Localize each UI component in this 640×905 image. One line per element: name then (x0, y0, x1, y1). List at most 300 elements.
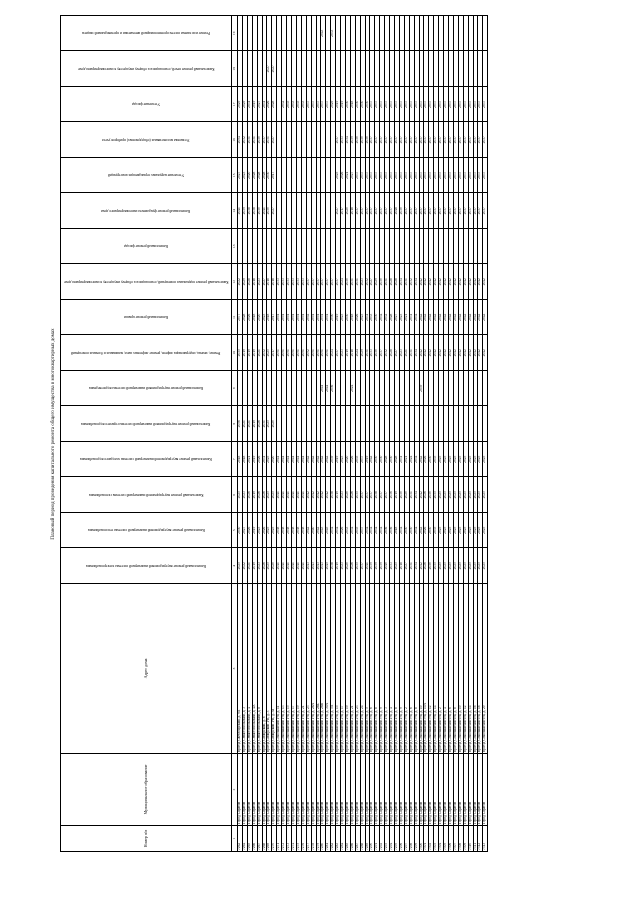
address: проезд Сокольничий 1-й, д. 30А (326, 584, 331, 754)
year-cell: 2037 (453, 193, 458, 229)
year-cell: 2041 (296, 442, 301, 478)
address: проезд Сибирский 1-й, д. 3а (272, 584, 277, 754)
year-cell: 2051 (321, 300, 326, 336)
year-cell: 2034 (370, 513, 375, 549)
year-cell: 2042 (444, 335, 449, 371)
year-cell: 2018 (267, 264, 272, 300)
year-cell: 2026 (262, 513, 267, 549)
year-cell: 2037 (409, 193, 414, 229)
year-cell: 2019 (341, 87, 346, 123)
municipality: Город Саратов (296, 754, 301, 826)
year-cell: 2037 (419, 87, 424, 123)
year-cell: 2037 (468, 193, 473, 229)
year-cell: 2037 (448, 193, 453, 229)
year-cell: 2025 (439, 513, 444, 549)
address: проезд Сокольничий 5-й, д. 14 (434, 584, 439, 754)
column-number: 11 (232, 300, 238, 336)
year-cell: 2017 (341, 193, 346, 229)
year-cell: 2027 (272, 51, 277, 87)
year-cell: 2043 (306, 548, 311, 584)
year-cell: 2042 (326, 442, 331, 478)
year-cell: 2028 (242, 300, 247, 336)
header-col-18: Капитальный ремонт печей, относящихся к общему имуществу в многоквартирном доме (61, 51, 232, 87)
address: проезд Сокольничий 5-й, д. 8 (414, 584, 419, 754)
year-cell: 2037 (424, 193, 429, 229)
year-cell: 2034 (399, 264, 404, 300)
year-cell: 2037 (360, 548, 365, 584)
year-cell: 2019 (345, 335, 350, 371)
year-cell: 2037 (453, 122, 458, 158)
year-cell: 2026 (350, 477, 355, 513)
year-cell: 2040 (311, 513, 316, 549)
year-cell: 2017 (272, 158, 277, 194)
year-cell: 2030 (404, 513, 409, 549)
year-cell: 2035 (355, 513, 360, 549)
year-cell: 2051 (316, 335, 321, 371)
municipality: Город Саратов (439, 754, 444, 826)
year-cell: 2031 (409, 477, 414, 513)
address: проезд Сокольничий 2-й, д. 17 (341, 584, 346, 754)
column-number: 12 (232, 264, 238, 300)
year-cell: 2019 (242, 335, 247, 371)
year-cell: 2031 (399, 442, 404, 478)
year-cell: 2037 (380, 87, 385, 123)
year-cell: 2037 (483, 87, 488, 123)
year-cell: 2042 (434, 300, 439, 336)
column-number: 15 (232, 158, 238, 194)
year-cell: 2042 (483, 264, 488, 300)
year-cell: 2037 (424, 87, 429, 123)
municipality: Город Саратов (321, 754, 326, 826)
year-cell: 2051 (282, 300, 287, 336)
municipality: Город Саратов (448, 754, 453, 826)
year-cell: 2038 (296, 513, 301, 549)
year-cell: 2037 (429, 193, 434, 229)
year-cell: 2033 (370, 335, 375, 371)
municipality: Город Саратов (463, 754, 468, 826)
municipality: Город Саратов (277, 754, 282, 826)
year-cell: 2025 (463, 513, 468, 549)
year-cell: 2037 (439, 87, 444, 123)
year-cell: 2025 (267, 406, 272, 442)
column-number: 13 (232, 229, 238, 265)
year-cell: 2021 (257, 335, 262, 371)
year-cell: 2029 (242, 87, 247, 123)
year-cell: 2034 (414, 513, 419, 549)
year-cell: 2042 (439, 264, 444, 300)
year-cell: 2042 (483, 335, 488, 371)
year-cell: 2037 (360, 442, 365, 478)
year-cell: 2042 (444, 300, 449, 336)
municipality: Город Саратов (247, 754, 252, 826)
year-cell: 2026 (350, 442, 355, 478)
address: проезд Сокольничий 3-й, д. 6 (370, 584, 375, 754)
year-cell: 2025 (453, 442, 458, 478)
year-cell: 2037 (311, 87, 316, 123)
year-cell: 2023 (257, 513, 262, 549)
address: проезд Сокольничий 1-й, д. 28В (321, 584, 326, 754)
year-cell: 2042 (458, 264, 463, 300)
year-cell: 2037 (360, 158, 365, 194)
year-cell: 2030 (345, 87, 350, 123)
year-cell: 2037 (336, 122, 341, 158)
year-cell: 2037 (306, 264, 311, 300)
header-municipality: Муниципальное образование (61, 754, 232, 826)
row-number: 7279 (316, 826, 321, 852)
year-cell (483, 371, 488, 407)
year-cell: 2051 (291, 335, 296, 371)
year-cell: 2037 (439, 122, 444, 158)
year-cell: 2034 (331, 513, 336, 549)
year-cell: 2023 (341, 548, 346, 584)
municipality: Город Саратов (429, 754, 434, 826)
year-cell: 2051 (291, 300, 296, 336)
year-cell: 2028 (262, 158, 267, 194)
year-cell: 2030 (360, 87, 365, 123)
year-cell: 2038 (287, 513, 292, 549)
year-cell: 2042 (453, 335, 458, 371)
year-cell: 2037 (444, 158, 449, 194)
year-cell: 2037 (355, 158, 360, 194)
year-cell: 2042 (473, 335, 478, 371)
year-cell: 2030 (375, 335, 380, 371)
year-cell: 2021 (404, 300, 409, 336)
year-cell: 2037 (380, 158, 385, 194)
address: проезд Севастопольский, д. 3 (242, 584, 247, 754)
year-cell: 2026 (247, 477, 252, 513)
year-cell: 2034 (345, 122, 350, 158)
year-cell: 2030 (429, 477, 434, 513)
year-cell: 2033 (282, 264, 287, 300)
year-cell: 2041 (291, 548, 296, 584)
year-cell: 2030 (375, 300, 380, 336)
address: проезд Сокольничий 1-й, д. 28Б (316, 584, 321, 754)
year-cell: 2042 (439, 300, 444, 336)
row-number: 7266 (252, 826, 257, 852)
year-cell: 2028 (390, 264, 395, 300)
year-cell: 2030 (365, 122, 370, 158)
year-cell: 2025 (458, 442, 463, 478)
address: проезд Сокольничий 5-й, д. 6 (409, 584, 414, 754)
year-cell: 2051 (296, 300, 301, 336)
year-cell: 2023 (257, 548, 262, 584)
year-cell: 2027 (257, 87, 262, 123)
year-cell: 2037 (321, 264, 326, 300)
year-cell: 2033 (341, 122, 346, 158)
year-cell: 2042 (448, 300, 453, 336)
year-cell: 2032 (282, 87, 287, 123)
row-number: 7296 (399, 826, 404, 852)
year-cell: 2042 (419, 513, 424, 549)
header-col-5: Капитальный ремонт внутридомовой инженерной системы теплоснабжения (61, 513, 232, 549)
address: проезд Сибирский 1-й, д. 3 (267, 584, 272, 754)
year-cell: 2019 (252, 548, 257, 584)
year-cell: 2034 (350, 513, 355, 549)
municipality: Город Саратов (301, 754, 306, 826)
year-cell: 2023 (341, 300, 346, 336)
year-cell: 2034 (414, 264, 419, 300)
year-cell: 2033 (277, 264, 282, 300)
municipality: Город Саратов (282, 754, 287, 826)
address: проезд Сокольничий 6-й, д. 2 (439, 584, 444, 754)
header-col-17: Утепление фасада (61, 87, 232, 123)
address: проезд Сокольничий 6-й, д. 20 (483, 584, 488, 754)
year-cell: 2029 (238, 87, 243, 123)
year-cell: 2036 (390, 477, 395, 513)
year-cell: 2034 (414, 335, 419, 371)
municipality: Город Саратов (238, 754, 243, 826)
year-cell: 2037 (414, 193, 419, 229)
year-cell: 2042 (473, 264, 478, 300)
address: проезд Сокольничий 1-й, д. 19 (296, 584, 301, 754)
address: проезд Сокольничий 2-й, д. 5А (331, 584, 336, 754)
row-number: 7271 (277, 826, 282, 852)
year-cell: 2042 (458, 300, 463, 336)
year-cell: 2025 (468, 548, 473, 584)
row-number: 7293 (385, 826, 390, 852)
year-cell: 2037 (468, 87, 473, 123)
year-cell: 2025 (444, 548, 449, 584)
year-cell: 2020 (272, 548, 277, 584)
row-number: 7281 (326, 826, 331, 852)
year-cell: 2034 (375, 513, 380, 549)
year-cell: 2037 (370, 122, 375, 158)
year-cell: 2041 (301, 477, 306, 513)
year-cell: 2043 (321, 548, 326, 584)
year-cell: 2042 (458, 335, 463, 371)
year-cell: 2035 (434, 442, 439, 478)
year-cell: 2018 (252, 300, 257, 336)
year-cell: 2033 (301, 264, 306, 300)
municipality: Город Саратов (434, 754, 439, 826)
year-cell: 2026 (355, 300, 360, 336)
year-cell: 2041 (291, 442, 296, 478)
year-cell: 2018 (395, 513, 400, 549)
year-cell: 2018 (350, 300, 355, 336)
header-col-8: Капитальный ремонт внутридомовой инженерной системы горячего водоснабжения (61, 406, 232, 442)
column-number: 16 (232, 122, 238, 158)
year-cell: 2037 (360, 193, 365, 229)
year-cell: 2020 (247, 158, 252, 194)
year-cell: 2037 (478, 158, 483, 194)
year-cell: 2037 (444, 193, 449, 229)
year-cell: 2026 (424, 548, 429, 584)
year-cell: 2025 (483, 513, 488, 549)
row-number: 7287 (355, 826, 360, 852)
year-cell: 2025 (473, 513, 478, 549)
year-cell: 2042 (444, 264, 449, 300)
year-cell: 2037 (434, 122, 439, 158)
year-cell: 2025 (473, 548, 478, 584)
year-cell: 2037 (395, 87, 400, 123)
row-number: 7304 (439, 826, 444, 852)
year-cell: 2021 (404, 442, 409, 478)
row-number: 7265 (247, 826, 252, 852)
year-cell: 2041 (262, 193, 267, 229)
year-cell: 2042 (429, 335, 434, 371)
row-number: 7264 (242, 826, 247, 852)
municipality: Город Саратов (483, 754, 488, 826)
year-cell: 2031 (365, 300, 370, 336)
year-cell: 2042 (463, 264, 468, 300)
row-number: 7282 (331, 826, 336, 852)
year-cell: 2031 (262, 406, 267, 442)
year-cell: 2037 (404, 122, 409, 158)
municipality: Город Саратов (424, 754, 429, 826)
year-cell: 2043 (316, 548, 321, 584)
year-cell: 2042 (468, 300, 473, 336)
year-cell: 2037 (473, 193, 478, 229)
address: проезд Сокольничий 2-й, д. 23 (355, 584, 360, 754)
header-col-7: Капитальный ремонт внутридомовой инженерной системы холодного водоснабжения (61, 442, 232, 478)
year-cell: 2038 (291, 513, 296, 549)
row-number: 7280 (321, 826, 326, 852)
year-cell: 2030 (345, 300, 350, 336)
year-cell: 2036 (390, 513, 395, 549)
year-cell: 2019 (336, 548, 341, 584)
year-cell: 2042 (424, 264, 429, 300)
year-cell: 2038 (252, 193, 257, 229)
address: проезд Сокольничий 6-й, д. 4 (444, 584, 449, 754)
year-cell: 2037 (380, 193, 385, 229)
year-cell: 2031 (262, 442, 267, 478)
address: проезд Сокольничий 6-й, д. 16 (473, 584, 478, 754)
year-cell: 2037 (375, 158, 380, 194)
year-cell: 2023 (242, 477, 247, 513)
year-cell: 2018 (350, 87, 355, 123)
year-cell: 2029 (242, 264, 247, 300)
year-cell: 2048 (395, 193, 400, 229)
year-cell: 2034 (414, 300, 419, 336)
year-cell: 2031 (247, 122, 252, 158)
year-cell: 2030 (345, 264, 350, 300)
year-cell: 2037 (414, 122, 419, 158)
year-cell: 2037 (458, 122, 463, 158)
row-number: 7312 (478, 826, 483, 852)
year-cell: 2037 (414, 158, 419, 194)
year-cell: 2051 (287, 300, 292, 336)
year-cell: 2035 (434, 477, 439, 513)
year-cell: 2028 (390, 300, 395, 336)
year-cell: 2020 (404, 477, 409, 513)
municipality: Город Саратов (365, 754, 370, 826)
municipality: Город Саратов (341, 754, 346, 826)
year-cell: 2051 (316, 300, 321, 336)
address: проезд Сокольничий 3-й, д. 8 (375, 584, 380, 754)
address: проезд Сокольничий 1-й, д. 15 (287, 584, 292, 754)
year-cell: 2028 (272, 87, 277, 123)
address: проезд Сокольничий 1-й, д. 21 (301, 584, 306, 754)
year-cell: 2019 (247, 335, 252, 371)
year-cell: 2042 (321, 477, 326, 513)
year-cell: 2037 (395, 158, 400, 194)
year-cell: 2031 (365, 335, 370, 371)
header-col-16: Установка коллективных (общедомовых) приборов учета (61, 122, 232, 158)
row-number: 7262 (238, 826, 243, 852)
municipality: Город Саратов (458, 754, 463, 826)
year-cell: 2056 (238, 406, 243, 442)
year-cell: 2027 (336, 193, 341, 229)
year-cell: 2037 (306, 87, 311, 123)
year-cell: 2028 (390, 335, 395, 371)
year-cell: 2026 (267, 87, 272, 123)
address: проезд Севастопольский, д. 4А (252, 584, 257, 754)
year-cell: 2026 (424, 442, 429, 478)
year-cell: 2052 (306, 300, 311, 336)
year-cell: 2029 (331, 87, 336, 123)
year-cell: 2028 (247, 264, 252, 300)
municipality: Город Саратов (345, 754, 350, 826)
column-number: 2 (232, 754, 238, 826)
year-cell: 2041 (277, 548, 282, 584)
year-cell: 2037 (360, 513, 365, 549)
year-cell: 2024 (341, 264, 346, 300)
year-cell: 2037 (458, 158, 463, 194)
repair-schedule-table (60, 15, 488, 852)
year-cell: 2051 (301, 335, 306, 371)
year-cell: 2041 (238, 193, 243, 229)
row-number: 7308 (458, 826, 463, 852)
year-cell: 2025 (453, 548, 458, 584)
year-cell: 2042 (419, 264, 424, 300)
year-cell: 2037 (453, 87, 458, 123)
column-number: 18 (232, 51, 238, 87)
year-cell: 2033 (370, 300, 375, 336)
year-cell: 2037 (448, 122, 453, 158)
year-cell: 2042 (439, 335, 444, 371)
year-cell: 2037 (365, 193, 370, 229)
year-cell: 2035 (355, 477, 360, 513)
address: проезд Сокольничий 2-й, д. 19 (345, 584, 350, 754)
address: проезд Сокольничий 6-й, д. 6 (448, 584, 453, 754)
year-cell: 2025 (267, 335, 272, 371)
row-number: 7303 (434, 826, 439, 852)
year-cell: 2031 (267, 122, 272, 158)
municipality: Город Саратов (311, 754, 316, 826)
column-number: 4 (232, 548, 238, 584)
year-cell: 2051 (282, 335, 287, 371)
year-cell: 2021 (247, 406, 252, 442)
year-cell: 2028 (252, 158, 257, 194)
year-cell: 2037 (262, 122, 267, 158)
row-number: 7289 (365, 826, 370, 852)
year-cell: 2020 (272, 442, 277, 478)
address: проезд Сокольничий 5-й, д. 2 (404, 584, 409, 754)
year-cell: 2037 (448, 87, 453, 123)
year-cell: 2025 (483, 442, 488, 478)
year-cell: 2032 (385, 335, 390, 371)
year-cell: 2033 (291, 87, 296, 123)
year-cell: 2037 (365, 158, 370, 194)
municipality: Город Саратов (252, 754, 257, 826)
year-cell: 2039 (331, 442, 336, 478)
year-cell: 2031 (409, 300, 414, 336)
year-cell: 2042 (448, 264, 453, 300)
row-number: 7301 (424, 826, 429, 852)
municipality: Город Саратов (453, 754, 458, 826)
year-cell: 2035 (355, 548, 360, 584)
address: проезд Сокольничий 4-й, д. 4 (390, 584, 395, 754)
row-number: 7267 (257, 826, 262, 852)
municipality: Город Саратов (331, 754, 336, 826)
year-cell: 2037 (355, 193, 360, 229)
row-number: 7276 (301, 826, 306, 852)
row-number: 7306 (448, 826, 453, 852)
header-col-15: Утепление наружных ограждающих конструкций (61, 158, 232, 194)
year-cell: 2018 (399, 548, 404, 584)
year-cell: 2042 (419, 300, 424, 336)
year-cell: 2025 (463, 548, 468, 584)
